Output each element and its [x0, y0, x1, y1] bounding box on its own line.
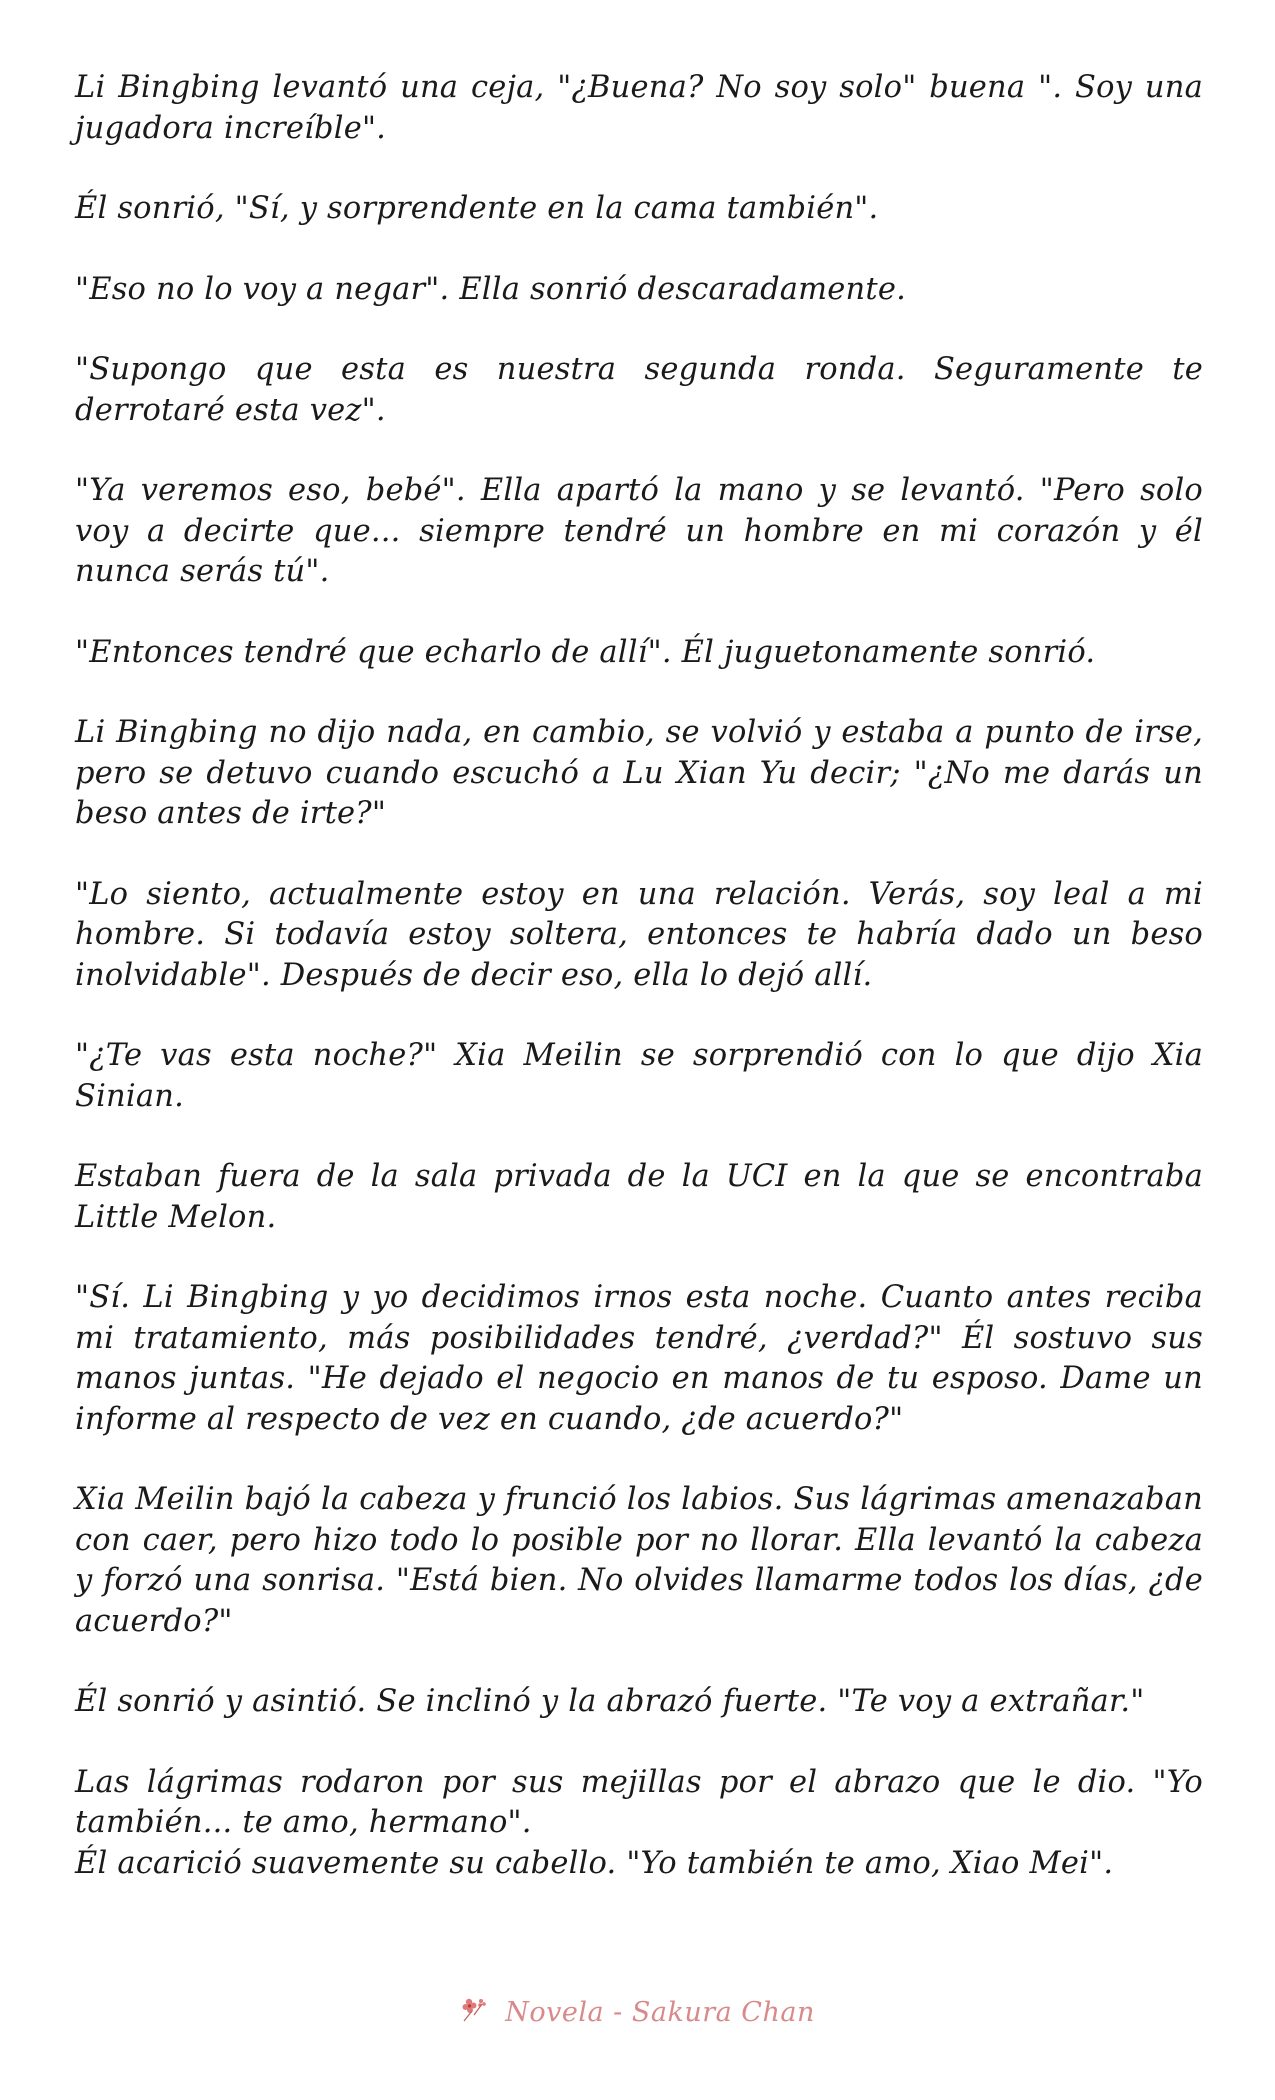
sakura-flower-icon	[460, 1995, 490, 2032]
paragraph: Xia Meilin bajó la cabeza y frunció los labios. Sus lágrimas amenazaban con caer, pero hizo todo lo posible por no llorar. Ella levantó la cabeza y forzó una sonrisa. "Está bien. No olvides llamarme todos los días, ¿de acuerdo?"	[75, 1482, 1203, 1639]
paragraph: "Ya veremos eso, bebé". Ella apartó la mano y se levantó. "Pero solo voy a decirte que... siempre tendré un hombre en mi corazón y él nunca serás tú".	[75, 473, 1203, 589]
paragraph: "Eso no lo voy a negar". Ella sonrió descaradamente.	[75, 271, 906, 307]
paragraph: Él acarició suavemente su cabello. "Yo también te amo, Xiao Mei".	[75, 1845, 1114, 1881]
paragraph: "¿Te vas esta noche?" Xia Meilin se sorprendió con lo que dijo Xia Sinian.	[75, 1038, 1203, 1114]
paragraph: "Entonces tendré que echarlo de allí". Él juguetonamente sonrió.	[75, 634, 1096, 670]
document-body	[75, 68, 1203, 1924]
paragraph: Li Bingbing no dijo nada, en cambio, se volvió y estaba a punto de irse, pero se detuvo cuando escuchó a Lu Xian Yu decir; "¿No me darás un beso antes de irte?"	[75, 715, 1203, 831]
paragraph: Li Bingbing levantó una ceja, "¿Buena? No soy solo" buena ". Soy una jugadora increíble".	[75, 70, 1203, 146]
paragraph: Él sonrió y asintió. Se inclinó y la abrazó fuerte. "Te voy a extrañar."	[75, 1684, 1145, 1719]
paragraph: Las lágrimas rodaron por sus mejillas por el abrazo que le dio. "Yo también... te amo, hermano".	[75, 1764, 1203, 1840]
watermark	[0, 1995, 1275, 2032]
watermark-text: Novela - Sakura Chan	[505, 1997, 815, 2028]
paragraph: Estaban fuera de la sala privada de la UCI en la que se encontraba Little Melon.	[75, 1159, 1203, 1235]
paragraph: Él sonrió, "Sí, y sorprendente en la cama también".	[75, 191, 879, 226]
paragraph: "Supongo que esta es nuestra segunda ronda. Seguramente te derrotaré esta vez".	[75, 352, 1203, 428]
paragraph: "Sí. Li Bingbing y yo decidimos irnos esta noche. Cuanto antes reciba mi tratamiento, más posibilidades tendré, ¿verdad?" Él sostuvo sus manos juntas. "He dejado el negocio en manos de tu esposo. Dame un informe al respecto de vez en cuando, ¿de acuerdo?"	[75, 1280, 1203, 1437]
paragraph: "Lo siento, actualmente estoy en una relación. Verás, soy leal a mi hombre. Si todavía estoy soltera, entonces te habría dado un beso inolvidable". Después de decir eso, ella lo dejó allí.	[75, 876, 1203, 993]
